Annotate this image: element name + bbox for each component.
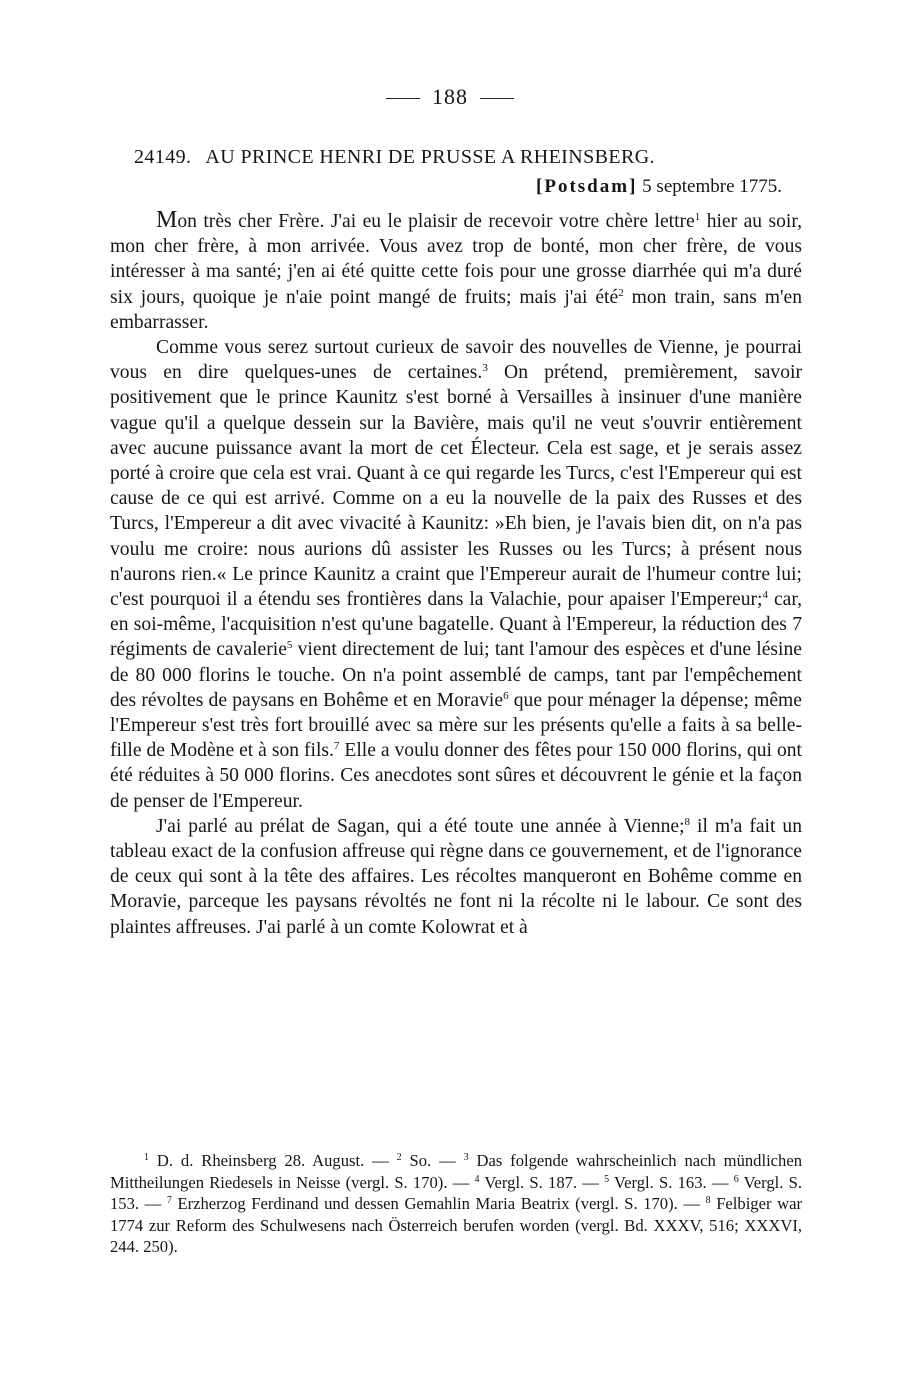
text-run: Erzherzog Ferdinand und dessen Gemahlin Maria Beatrix (vergl. S. 170). — — [171, 1194, 706, 1214]
text-run: D. d. Rheinsberg 28. August. — — [149, 1151, 397, 1170]
text-run: que pour ménager la dépense; même l'Empereur s'est très fort brouillé avec sa mère sur les présents qu'elle a faits à sa belle-fille de Modène et à son fils. — [110, 689, 802, 762]
footnote-marker: 8 — [684, 815, 691, 828]
footnote-marker: 7 — [166, 1195, 172, 1207]
paragraph — [110, 335, 802, 814]
footnote-marker: 8 — [705, 1195, 711, 1207]
footnote-marker: 4 — [762, 589, 768, 602]
page-number: 188 — [432, 84, 468, 109]
text-run: Mon très cher Frère. J'ai eu le plaisir de recevoir votre chère lettre — [156, 207, 695, 233]
footnotes — [110, 1150, 802, 1258]
text-run: Das folgende wahrscheinlich nach mündlichen Mittheilungen Riedesels in Neisse (vergl. S. 170). — — [110, 1151, 803, 1192]
letter-title: AU PRINCE HENRI DE PRUSSE A RHEINSBERG. — [205, 146, 655, 168]
text-run: vient directement de lui; tant l'amour des espèces et d'une lésine de 80 000 florins le touche. On n'a point assemblé de camps, tant par l'empêchement des révoltes de paysans en Bohême et en Moravie — [110, 639, 802, 711]
text-run: Elle a voulu donner des fêtes pour 150 000 florins, qui ont été réduites à 50 000 florins. Ces anecdotes sont sûres et découvrent le génie et la façon de penser de l'Empereur. — [110, 740, 802, 812]
footnote-marker: 3 — [482, 362, 488, 375]
footnote-marker: 5 — [286, 639, 293, 652]
text-run: car, en soi-même, l'acquisition n'est qu'une bagatelle. Quant à l'Empereur, la réduction des 7 régiments de cavalerie — [110, 589, 802, 661]
letter-dateline — [536, 176, 782, 198]
text-run: mon train, sans m'en embarrasser. — [110, 286, 802, 333]
letter-body — [110, 208, 802, 940]
text-run: Vergl. S. 153. — — [110, 1172, 802, 1214]
text-run: J'ai parlé au prélat de Sagan, qui a été toute une année à Vienne; — [156, 815, 685, 837]
text-run: Vergl. S. 163. — — [609, 1172, 734, 1192]
letter-date: 5 septembre 1775. — [642, 176, 782, 197]
header-dash-left — [386, 98, 420, 99]
text-run: So. — — [401, 1151, 464, 1170]
paragraph — [110, 814, 802, 940]
page-header — [0, 84, 900, 110]
text-run: hier au soir, mon cher frère, à mon arrivée. Vous avez trop de bonté, mon cher frère, de vous intéresser à ma santé; j'en ai été quitte cette fois pour une grosse diarrhée qui m'a duré six jours, quoique je n'aie point mangé de fruits; mais j'ai été — [110, 211, 802, 308]
footnote-marker: 4 — [474, 1173, 480, 1185]
text-run: Felbiger war 1774 zur Reform des Schulwesens nach Österreich berufen worden (vergl. Bd. XXXV, 516; XXXVI, 244. 250). — [110, 1194, 802, 1257]
text-run: il m'a fait un tableau exact de la confusion affreuse qui règne dans ce gouvernement, et de l'ignorance de ceux qui sont à la tête des affaires. Les récoltes manqueront en Bohême comme en Moravie, parceque les paysans révoltés ne font ni la récolte ni le labour. Ce sont des plaintes affreuses. J'ai parlé à un comte Kolowrat et à — [110, 815, 803, 938]
letter-number: 24149. — [134, 146, 192, 168]
footnote-marker: 5 — [604, 1173, 610, 1185]
text-run: On prétend, premièrement, savoir positivement que le prince Kaunitz s'est borné à Versailles à insinuer d'une manière vague qu'il a quelque dessein sur la Bavière, mais qu'il ne veut s'ouvrir entièrement avec aucune puissance avant la mort de cet Électeur. Cela est sage, et je serais assez porté à croire que cela est vrai. Quant à ce qui regarde les Turcs, c'est l'Empereur qui est cause de ce qui est arrivé. Comme on a eu la nouvelle de la paix des Russes et des Turcs, l'Empereur a dit avec vivacité à Kaunitz: »Eh bien, je l'avais bien dit, on n'a pas voulu me croire: nous aurions dû assister les Russes ou les Turcs; à présent nous n'aurons rien.« Le prince Kaunitz a craint que l'Empereur aurait de l'humeur contre lui; c'est pourquoi il a étendu ses frontières dans la Valachie, pour apaiser l'Empereur; — [110, 362, 802, 611]
footnote-marker: 6 — [503, 689, 509, 702]
footnote-marker: 2 — [618, 286, 624, 299]
header-dash-right — [480, 98, 514, 99]
footnote-marker: 1 — [144, 1152, 149, 1163]
letter-heading — [134, 146, 794, 169]
text-run: Comme vous serez surtout curieux de savoir des nouvelles de Vienne, je pourrai vous en dire quelques-unes de certaines. — [110, 337, 802, 384]
footnote-marker: 7 — [333, 740, 340, 753]
footnote-marker: 3 — [463, 1152, 469, 1163]
footnote-marker: 1 — [694, 211, 701, 223]
text-run: Vergl. S. 187. — — [479, 1172, 605, 1192]
paragraph — [110, 208, 802, 335]
letter-place: [Potsdam] — [536, 176, 638, 197]
footnote-marker: 6 — [733, 1173, 739, 1185]
footnote-marker: 2 — [396, 1152, 402, 1163]
